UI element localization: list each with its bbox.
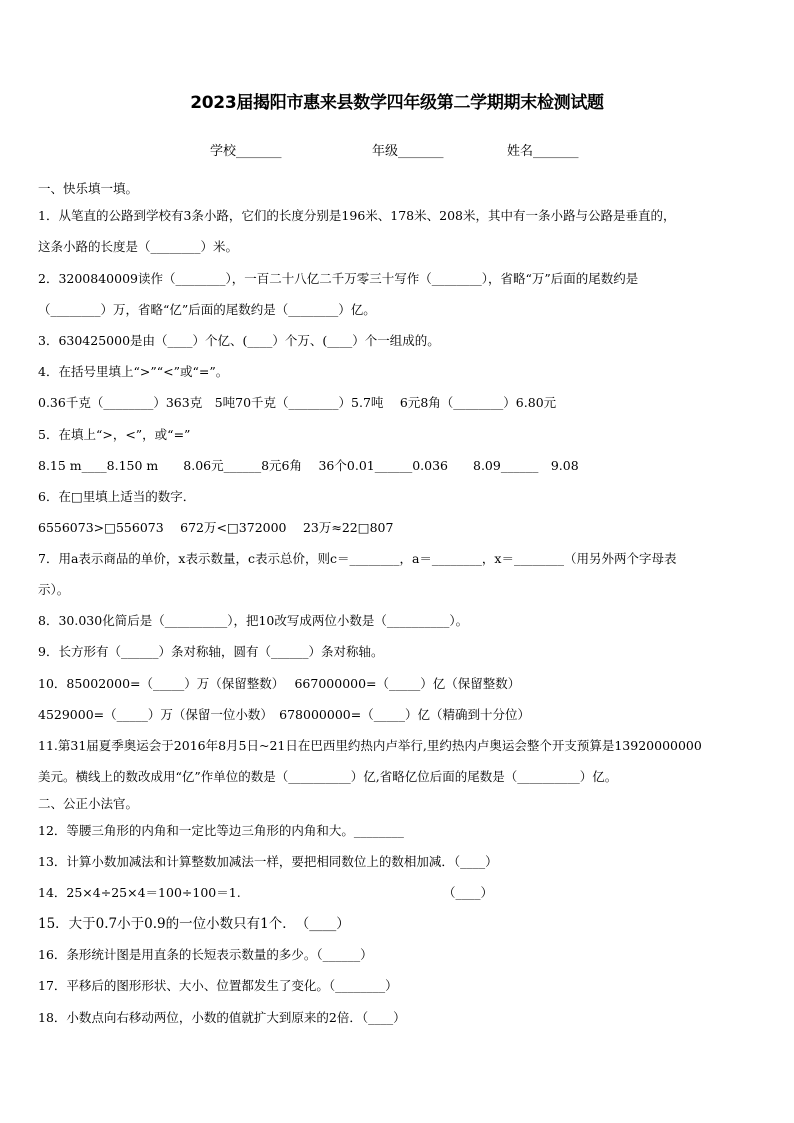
- question-16: 16．条形统计图是用直条的长短表示数量的多少。（______）: [38, 947, 373, 962]
- question-10-cont: 4529000=（_____）万（保留一位小数） 678000000=（_____）亿（精确到十分位）: [38, 707, 530, 722]
- grade-field: 年级_______: [372, 144, 444, 159]
- question-10: 10．85002000=（_____）万（保留整数） 667000000=（_____）亿（保留整数）: [38, 676, 521, 691]
- question-6: 6．在□里填上适当的数字．: [38, 489, 196, 504]
- question-7: 7．用a表示商品的单价，x表示数量，c表示总价，则c＝________，a＝________，x＝________（用另外两个字母表: [38, 551, 677, 566]
- question-4-items: 0.36千克（________）363克 5吨70千克（________）5.7吨 6元8角（________）6.80元: [38, 395, 557, 410]
- question-2-cont: （________）万，省略“亿”后面的尾数约是（________）亿。: [38, 302, 376, 317]
- question-2: 2．3200840009读作（________），一百二十八亿二千万零三十写作（________），省略“万”后面的尾数约是: [38, 271, 639, 286]
- school-field: 学校_______: [210, 144, 282, 159]
- question-11: 11.第31届夏季奥运会于2016年8月5日~21日在巴西里约热内卢举行,里约热内卢奥运会整个开支预算是13920000000: [38, 738, 702, 753]
- question-7-cont: 示）。: [38, 582, 70, 597]
- question-6-items: 6556073>□556073 672万<□372000 23万≈22□807: [38, 520, 394, 535]
- question-3: 3．630425000是由（____）个亿、(____）个万、(____）个一组成的。: [38, 333, 440, 348]
- question-11-cont: 美元。横线上的数改成用“亿”作单位的数是（__________）亿,省略亿位后面的尾数是（__________）亿。: [38, 769, 618, 784]
- question-12: 12．等腰三角形的内角和一定比等边三角形的内角和大。________: [38, 823, 404, 838]
- question-14: 14．25×4÷25×4＝100÷100＝1.: [38, 885, 241, 900]
- question-18: 18．小数点向右移动两位，小数的值就扩大到原来的2倍．（____）: [38, 1010, 406, 1025]
- question-5-items: 8.15 m____8.150 m 8.06元______8元6角 36个0.01______0.036 8.09______ 9.08: [38, 458, 579, 473]
- question-9: 9．长方形有（______）条对称轴，圆有（______）条对称轴。: [38, 644, 384, 659]
- question-15: 15．大于0.7小于0.9的一位小数只有1个． （____）: [38, 916, 350, 932]
- question-13: 13．计算小数加减法和计算整数加减法一样，要把相同数位上的数相加减．（____）: [38, 854, 498, 869]
- section-heading: 二、公正小法官。: [38, 796, 139, 811]
- question-1: 1．从笔直的公路到学校有3条小路，它们的长度分别是196米、178米、208米，其中有一条小路与公路是垂直的，: [38, 208, 676, 223]
- section-heading: 一、快乐填一填。: [38, 181, 139, 196]
- question-17: 17．平移后的图形形状、大小、位置都发生了变化。（________）: [38, 978, 398, 993]
- name-field: 姓名_______: [507, 144, 579, 159]
- question-1-cont: 这条小路的长度是（________）米。: [38, 239, 239, 254]
- question-5: 5．在填上“>，<”，或“=”: [38, 427, 191, 442]
- question-4: 4．在括号里填上“>”“<”或“=”。: [38, 364, 229, 379]
- question-8: 8．30.030化简后是（__________），把10改写成两位小数是（__________）。: [38, 613, 469, 628]
- page-title: 2023届揭阳市惠来县数学四年级第二学期期末检测试题: [190, 93, 604, 113]
- question-14-answer: （____）: [443, 885, 494, 900]
